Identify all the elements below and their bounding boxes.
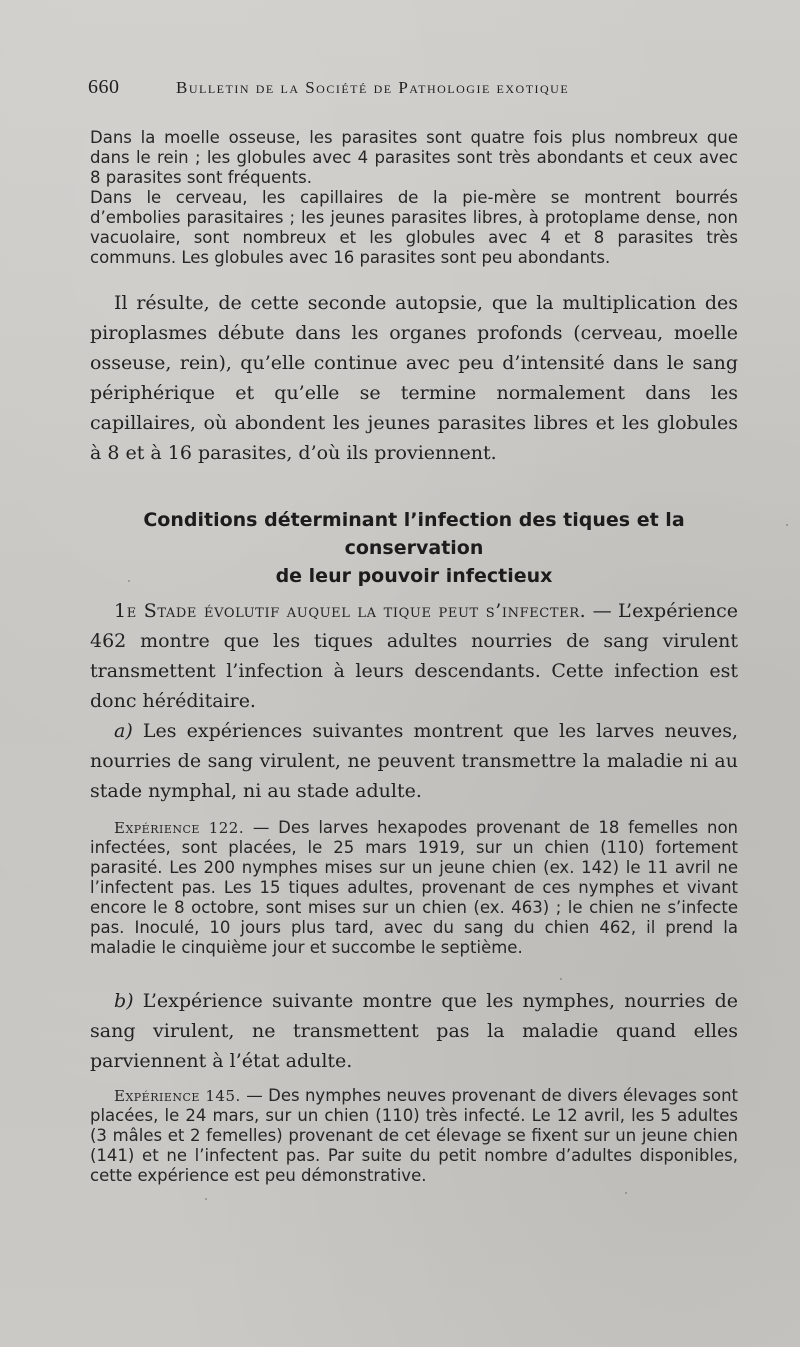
running-header: [88, 76, 748, 102]
paragraph-conclusion: Il résulte, de cette seconde autopsie, que la multiplication des piroplasmes débute dans les organes profonds (cerveau, moelle osseuse, rein), qu’elle continue avec peu d’intensité dans le sang périphérique et qu’elle se termine normalement dans les capillaires, où abondent les jeunes parasites libres et les globules à 8 et à 16 parasites, d’où ils proviennent.: [90, 292, 738, 464]
running-title: Bulletin de la Société de Pathologie exotique: [176, 78, 570, 97]
experience-145-text: Des nymphes neuves provenant de divers élevages sont placées, le 24 mars, sur un chien (110) très infecté. Le 12 avril, les 5 adultes (3 mâles et 2 femelles) provenant de cet élevage se fixent sur un jeune chien (141) et ne l’infectent pas. Par suite du petit nombre d’adultes disponibles, cette expérience est peu démonstrative.: [90, 1086, 738, 1185]
stade-dash: —: [586, 600, 618, 622]
section-title-line-1: Conditions déterminant l’infection des tiques et la conservation: [143, 509, 685, 559]
paragraph-point-a: [90, 716, 738, 806]
paragraph-point-b: [90, 986, 738, 1076]
paragraph-bone-marrow: Dans la moelle osseuse, les parasites sont quatre fois plus nombreux que dans le rein ; les globules avec 4 parasites sont très abondants et ceux avec 8 parasites sont fréquents.: [90, 128, 738, 187]
point-a-label: a): [114, 720, 133, 742]
paper-speck: [786, 524, 788, 526]
experience-145-label: Expérience 145.: [114, 1087, 241, 1105]
stade-text: L’expérience 462 montre que les tiques adultes nourries de sang virulent transmettent l’infection à leurs descendants. Cette infection est donc héréditaire.: [90, 600, 738, 712]
stade-heading: 1e Stade évolutif auquel la tique peut s’infecter.: [114, 600, 587, 622]
paper-speck: [625, 1192, 627, 1194]
paper-speck: [560, 978, 562, 980]
paper-speck: [128, 580, 130, 582]
section-title: [90, 506, 738, 590]
point-a-text: Les expériences suivantes montrent que les larves neuves, nourries de sang virulent, ne peuvent transmettre la maladie ni au stade nymphal, ni au stade adulte.: [90, 720, 738, 802]
paragraph-experience-122: [90, 818, 738, 958]
paper-speck: [205, 1198, 207, 1200]
paragraph-stade: [90, 596, 738, 716]
experience-122-label: Expérience 122.: [114, 819, 245, 837]
paragraph-brain: Dans le cerveau, les capillaires de la pie-mère se montrent bourrés d’embolies parasitaires ; les jeunes parasites libres, à protoplame dense, non vacuolaire, sont nombreux et les globules avec 4 et 8 parasites très communs. Les globules avec 16 parasites sont peu abondants.: [90, 188, 738, 267]
section-title-line-2: de leur pouvoir infectieux: [275, 565, 553, 587]
point-b-text: L’expérience suivante montre que les nymphes, nourries de sang virulent, ne transmettent pas la maladie quand elles parviennent à l’état adulte.: [90, 990, 738, 1072]
page-number: 660: [88, 76, 120, 98]
experience-122-text: Des larves hexapodes provenant de 18 femelles non infectées, sont placées, le 25 mars 1919, sur un chien (110) fortement parasité. Les 200 nymphes mises sur un jeune chien (ex. 142) le 11 avril ne l’infectent pas. Les 15 tiques adultes, provenant de ces nymphes et vivant encore le 8 octobre, sont mises sur un chien (ex. 463) ; le chien ne s’infecte pas. Inoculé, 10 jours plus tard, avec du sang du chien 462, il prend la maladie le cinquième jour et succombe le septième.: [90, 818, 738, 957]
paragraph-experience-145: [90, 1086, 738, 1186]
experience-122-dash: —: [244, 818, 279, 837]
experience-145-dash: —: [240, 1086, 269, 1105]
point-b-label: b): [114, 990, 134, 1012]
